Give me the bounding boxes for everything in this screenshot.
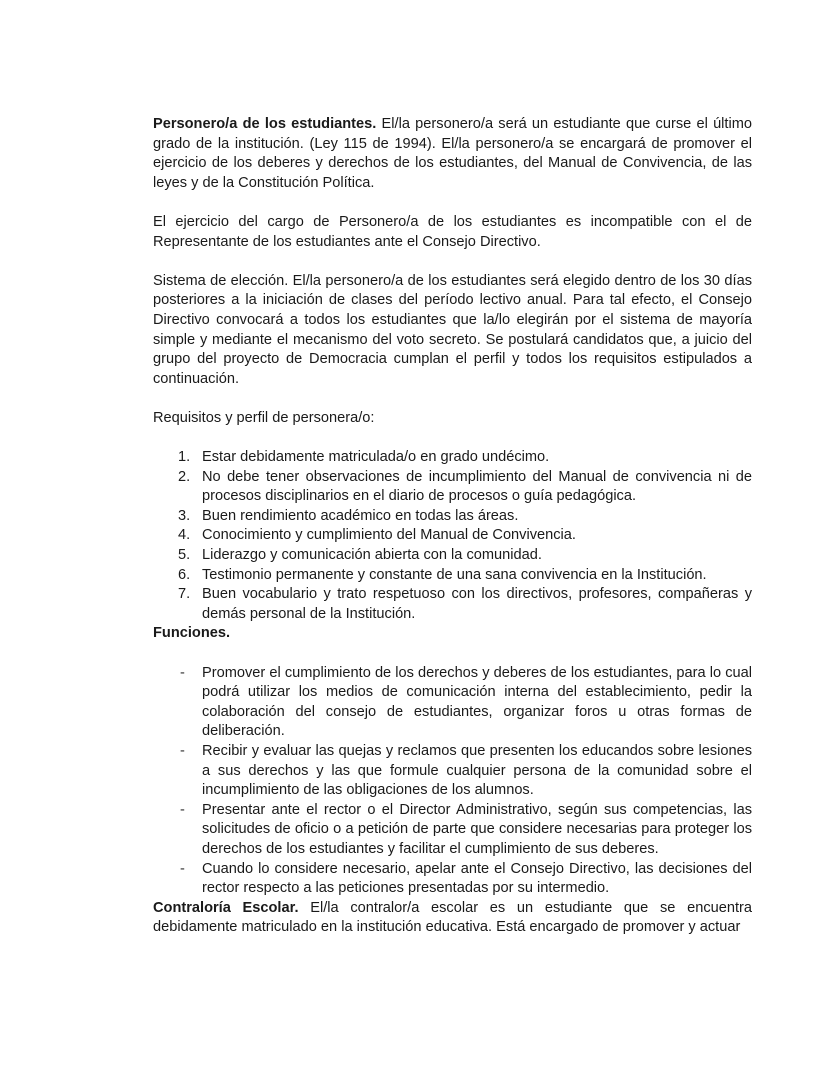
list-number: 4. xyxy=(178,527,191,544)
list-number: 5. xyxy=(178,547,191,564)
personero-title: Personero/a de los estudiantes. xyxy=(153,116,377,132)
list-item xyxy=(153,507,752,527)
list-number: 3. xyxy=(178,507,191,524)
list-number: 6. xyxy=(178,566,191,583)
list-text: Buen vocabulario y trato respetuoso con los directivos, profesores, compañeras y demás personal de la Institución. xyxy=(202,586,752,622)
list-text: Presentar ante el rector o el Director Administrativo, según sus competencias, las solicitudes de oficio o a petición de parte que considere necesarias para proteger los derechos de los estudiantes y facilitar el cumplimiento de sus deberes. xyxy=(202,801,752,857)
requisitos-heading: Requisitos y perfil de personera/o: xyxy=(153,409,375,426)
personero-text: El/la personero/a será un estudiante que curse el último grado de la institución. (Ley 115 de 1994). El/la personero/a se encargará de promover el ejercicio de los deberes y derechos de los estudiantes, del Manual de Convivencia, de las leyes y de la Constitución Política. xyxy=(153,116,752,191)
list-text: Promover el cumplimiento de los derechos y deberes de los estudiantes, para lo cual podrá utilizar los medios de comunicación interna del establecimiento, pedir la colaboración del consejo de estudiantes, organizar foros u otras formas de deliberación. xyxy=(202,664,752,740)
list-item xyxy=(153,448,752,468)
list-text: Buen rendimiento académico en todas las áreas. xyxy=(202,507,519,524)
list-item xyxy=(153,546,752,566)
contraloria-title: Contraloría Escolar. xyxy=(153,899,299,916)
list-item xyxy=(153,468,752,507)
contraloria-text: El/la contralor/a escolar es un estudiante que se encuentra debidamente matriculado en la institución educativa. Está encargado de promover y actuar xyxy=(153,899,752,936)
requisitos-list xyxy=(153,448,752,624)
funciones-list xyxy=(153,664,752,899)
dash-bullet: - xyxy=(180,860,185,877)
list-text: Liderazgo y comunicación abierta con la comunidad. xyxy=(202,547,542,564)
list-item xyxy=(153,742,752,801)
list-text: Conocimiento y cumplimiento del Manual de Convivencia. xyxy=(202,527,576,544)
list-number: 2. xyxy=(178,468,191,485)
sistema-eleccion-paragraph: Sistema de elección. El/la personero/a de los estudiantes será elegido dentro de los 30 días posteriores a la iniciación de clases del período lectivo anual. Para tal efecto, el Consejo Directivo convocará a todos los estudiantes que la/lo elegirán por el sistema de mayoría simple y mediante el mecanismo del voto secreto. Se postulará candidatos que, a juicio del grupo del proyecto de Democracia cumplan el perfil y todos los requisitos estipulados a continuación. xyxy=(153,272,752,387)
list-text: Recibir y evaluar las quejas y reclamos que presenten los educandos sobre lesiones a sus derechos y las que formule cualquier persona de la comunidad sobre el incumplimiento de las obligaciones de los alumnos. xyxy=(202,743,752,799)
list-text: Testimonio permanente y constante de una sana convivencia en la Institución. xyxy=(202,566,707,583)
list-item xyxy=(153,860,752,899)
list-item xyxy=(153,585,752,624)
funciones-heading: Funciones. xyxy=(153,625,231,642)
list-item xyxy=(153,664,752,742)
list-text: Estar debidamente matriculada/o en grado undécimo. xyxy=(202,449,550,466)
list-item xyxy=(153,801,752,860)
list-number: 1. xyxy=(178,449,191,466)
document-page xyxy=(153,115,752,938)
list-text: No debe tener observaciones de incumplimiento del Manual de convivencia ni de procesos disciplinarios en el diario de procesos o guía pedagógica. xyxy=(202,468,752,505)
personero-paragraph xyxy=(153,115,752,193)
dash-bullet: - xyxy=(180,801,185,818)
list-item xyxy=(153,526,752,546)
list-number: 7. xyxy=(178,586,191,603)
contraloria-paragraph xyxy=(153,899,752,938)
list-item xyxy=(153,566,752,586)
dash-bullet: - xyxy=(180,664,185,681)
incompatibilidad-paragraph: El ejercicio del cargo de Personero/a de los estudiantes es incompatible con el de Representante de los estudiantes ante el Consejo Directivo. xyxy=(153,213,752,250)
list-text: Cuando lo considere necesario, apelar ante el Consejo Directivo, las decisiones del rector respecto a las peticiones presentadas por su intermedio. xyxy=(202,860,752,897)
dash-bullet: - xyxy=(180,743,185,759)
